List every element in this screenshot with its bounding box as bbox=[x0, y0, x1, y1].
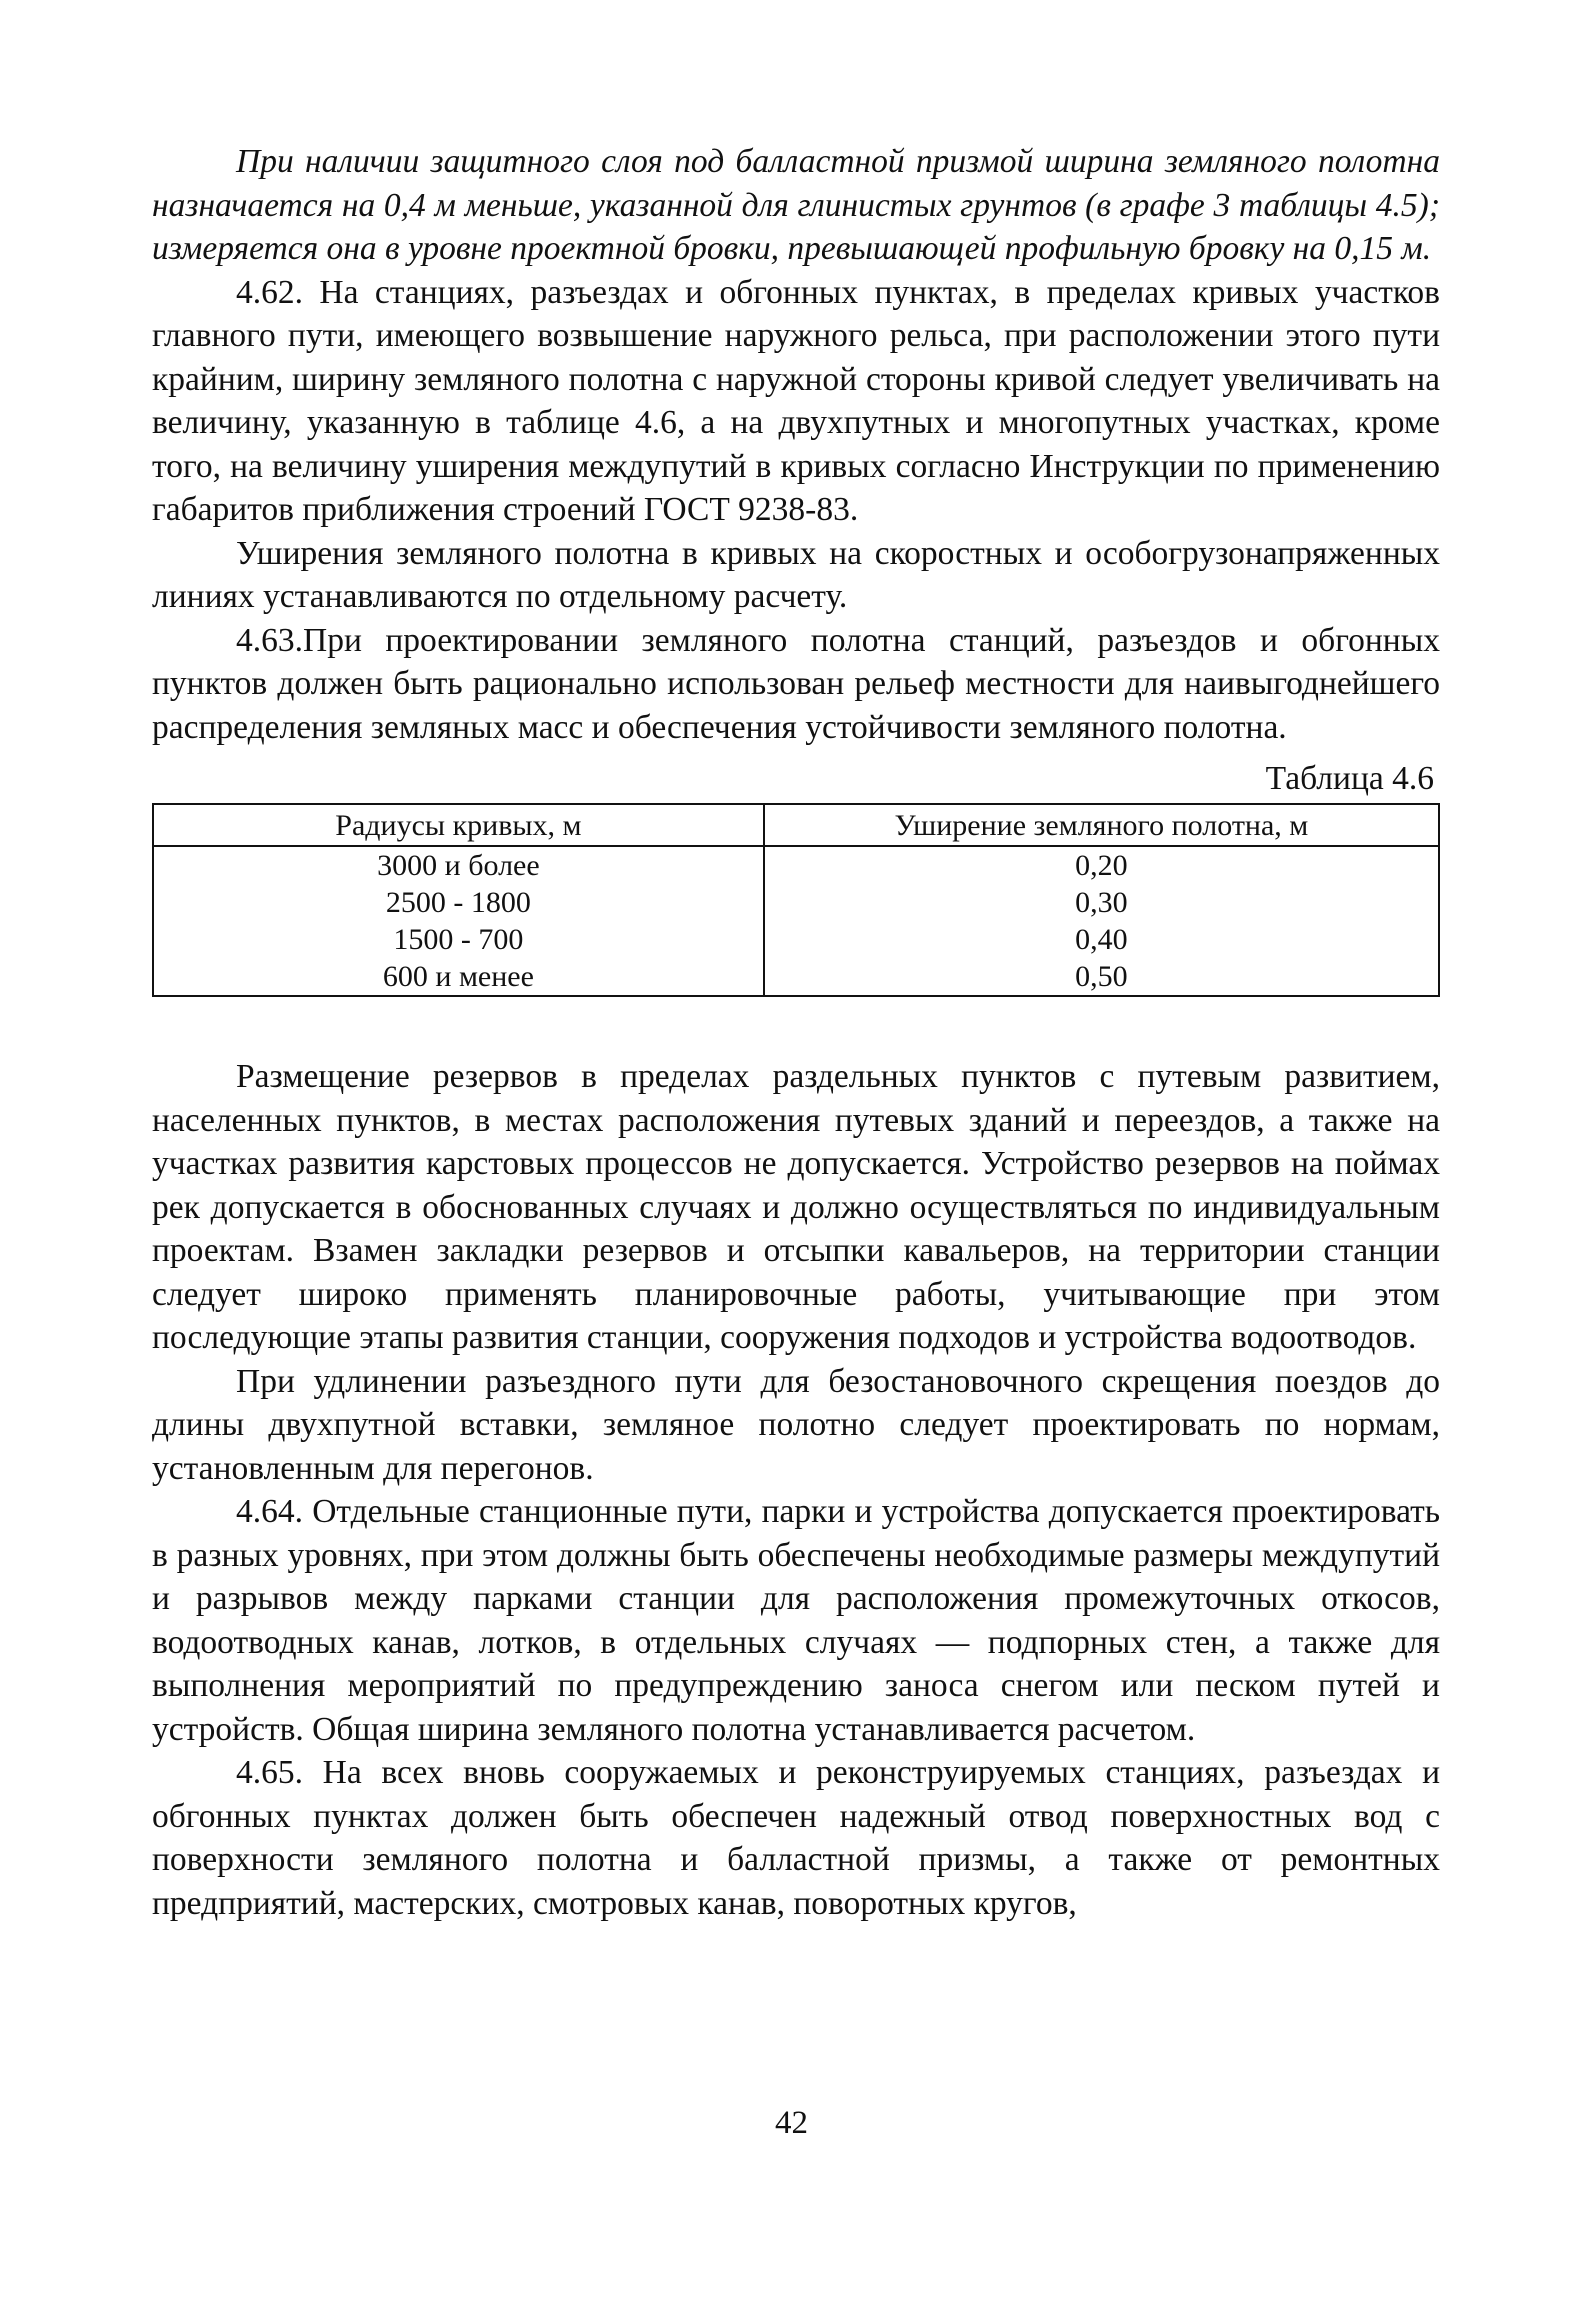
table-cell-radius: 3000 и более bbox=[153, 846, 764, 884]
paragraph-4-65: 4.65. На всех вновь сооружаемых и реконструируемых станциях, разъездах и обгонных пунктах должен быть обеспечен надежный отвод поверхностных вод с поверхности земляного полотна и балластной призмы, а также от ремонтных предприятий, мастерских, смотровых канав, поворотных кругов, bbox=[152, 1754, 1440, 1922]
paragraph-reserves: Размещение резервов в пределах раздельных пунктов с путевым развитием, населенных пунктов, в местах расположения путевых зданий и переездов, а также на участках развития карстовых процессов не допускается. Устройство резервов на поймах рек допускается в обоснованных случаях и должно осуществляться по индивидуальным проектам. Взамен закладки резервов и отсыпки кавальеров, на территории станции следует широко применять планировочные работы, учитывающие при этом последующие этапы развития станции, сооружения подходов и устройства водоотводов. bbox=[152, 1058, 1440, 1356]
table-cell-widening: 0,40 bbox=[764, 921, 1439, 958]
table-cell-radius: 2500 - 1800 bbox=[153, 884, 764, 921]
paragraph-4-63: 4.63.При проектировании земляного полотна станций, разъездов и обгонных пунктов должен быть рационально использован рельеф местности для наивыгоднейшего распределения земляных масс и обеспечения устойчивости земляного полотна. bbox=[152, 621, 1440, 746]
table-row bbox=[153, 958, 1439, 996]
table-header-radius: Радиусы кривых, м bbox=[153, 804, 764, 846]
page-number: 42 bbox=[775, 2105, 808, 2141]
table-cell-widening: 0,50 bbox=[764, 958, 1439, 996]
table-4-6 bbox=[152, 803, 1440, 997]
table-header-widening: Уширение земляного полотна, м bbox=[764, 804, 1439, 846]
paragraph-4-62: 4.62. На станциях, разъездах и обгонных пунктах, в пределах кривых участков главного пути, имеющего возвышение наружного рельса, при расположении этого пути крайним, ширину земляного полотна с наружной стороны кривой следует увеличивать на величину, указанную в таблице 4.6, а на двухпутных и многопутных участках, кроме того, на величину уширения междупутий в кривых согласно Инструкции по применению габаритов приближения строений ГОСТ 9238-83. bbox=[152, 273, 1440, 528]
table-cell-radius: 600 и менее bbox=[153, 958, 764, 996]
table-row bbox=[153, 921, 1439, 958]
document-page bbox=[152, 140, 1440, 1925]
table-caption: Таблица 4.6 bbox=[1265, 760, 1434, 797]
table-header-row bbox=[153, 804, 1439, 846]
paragraph-extension: При удлинении разъездного пути для безостановочного скрещения поездов до длины двухпутной вставки, земляное полотно следует проектировать по нормам, установленным для перегонов. bbox=[152, 1362, 1440, 1487]
table-cell-widening: 0,20 bbox=[764, 846, 1439, 884]
table-row bbox=[153, 884, 1439, 921]
table-cell-widening: 0,30 bbox=[764, 884, 1439, 921]
intro-italic-paragraph: При наличии защитного слоя под балластной призмой ширина земляного полотна назначается на 0,4 м меньше, указанной для глинистых грунтов (в графе 3 таблицы 4.5); измеряется она в уровне проектной бровки, превышающей профильную бровку на 0,15 м. bbox=[152, 143, 1440, 267]
paragraph-widening: Уширения земляного полотна в кривых на скоростных и особогрузонапряженных линиях устанавливаются по отдельному расчету. bbox=[152, 534, 1440, 615]
table-cell-radius: 1500 - 700 bbox=[153, 921, 764, 958]
paragraph-4-64: 4.64. Отдельные станционные пути, парки и устройства допускается проектировать в разных уровнях, при этом должны быть обеспечены необходимые размеры междупутий и разрывов между парками станции для расположения промежуточных откосов, водоотводных канав, лотков, в отдельных случаях — подпорных стен, а также для выполнения мероприятий по предупреждению заноса снегом или песком путей и устройств. Общая ширина земляного полотна устанавливается расчетом. bbox=[152, 1493, 1440, 1748]
table-row bbox=[153, 846, 1439, 884]
